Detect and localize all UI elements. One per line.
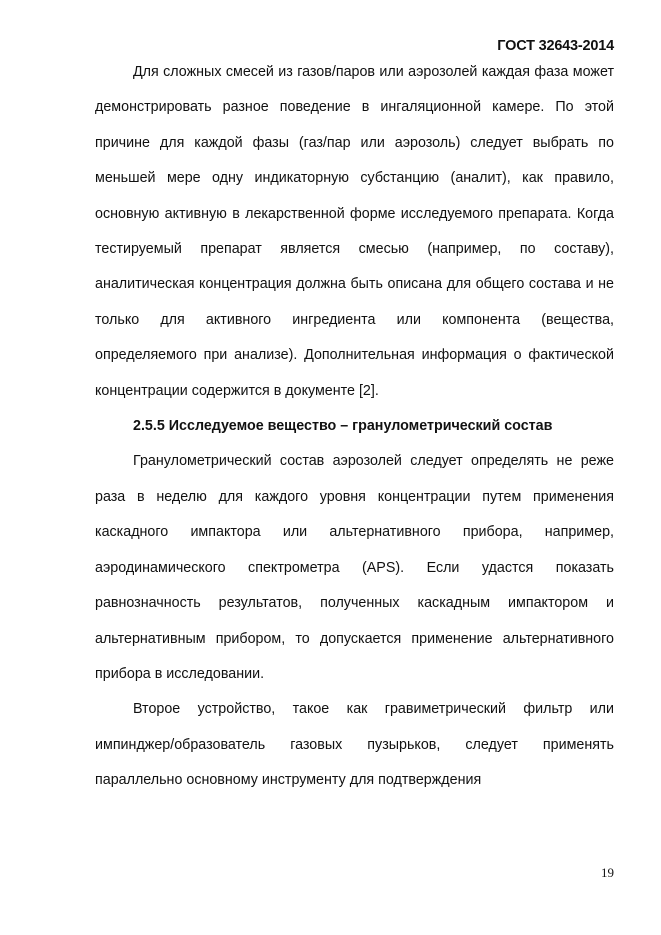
paragraph-second-device: Второе устройство, такое как гравиметрический фильтр или импинджер/образователь газовых пузырьков, следует применять параллельно основному инструменту для подтверждения <box>95 701 614 789</box>
paragraph-mixtures: Для сложных смесей из газов/паров или аэрозолей каждая фаза может демонстрировать разное поведение в ингаляционной камере. По этой причине для каждой фазы (газ/пар или аэрозоль) следует выбрать по меньшей мере одну индикаторную субстанцию (аналит), как правило, основную активную в лекарственной форме исследуемого препарата. Когда тестируемый препарат является смесью (например, по составу), аналитическая концентрация должна быть описана для общего состава и не только для активного ингредиента или компонента (вещества, определяемого при анализе). Дополнительная информация о фактической концентрации содержится в документе [2]. <box>95 64 614 399</box>
document-code: ГОСТ 32643-2014 <box>497 38 614 54</box>
paragraph-granulometry: Гранулометрический состав аэрозолей следует определять не реже раза в неделю для каждого уровня концентрации путем применения каскадного импактора или альтернативного прибора, например, аэродинамического спектрометра (APS). Если удастся показать равнозначность результатов, полученных каскадным импактором и альтернативным прибором, то допускается применение альтернативного прибора в исследовании. <box>95 453 614 682</box>
document-body <box>95 55 614 799</box>
section-heading: 2.5.5 Исследуемое вещество – гранулометрический состав <box>133 418 553 435</box>
page-number: 19 <box>601 865 614 880</box>
